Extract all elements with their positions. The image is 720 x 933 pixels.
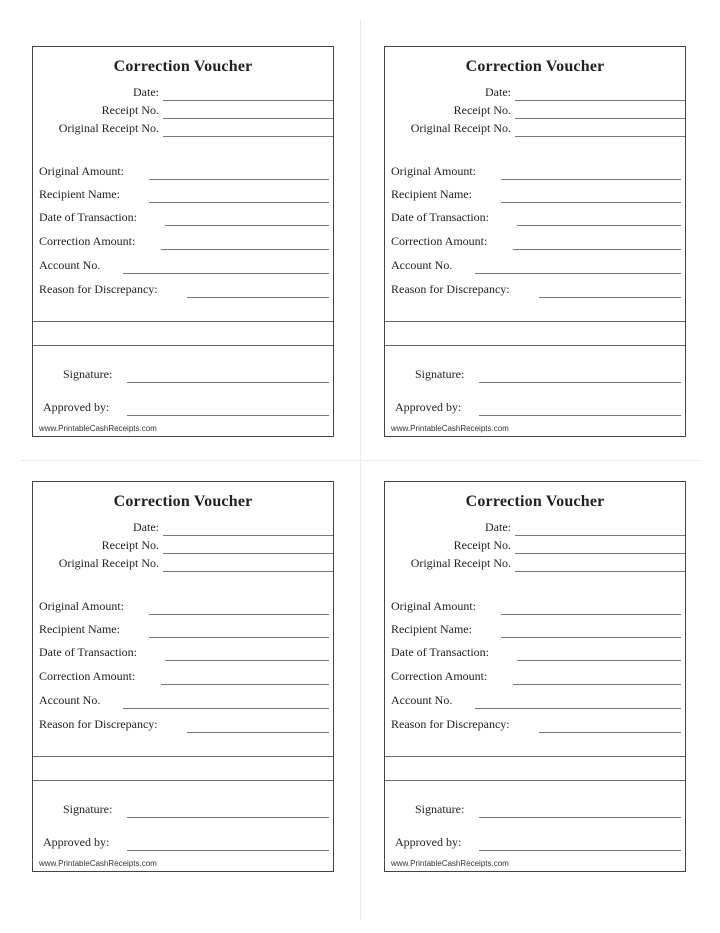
reason-label: Reason for Discrepancy:	[39, 282, 158, 296]
original-receipt-no-row	[385, 556, 685, 572]
original-receipt-no-row	[385, 121, 685, 137]
correction-amount-label: Correction Amount:	[391, 669, 488, 683]
original-receipt-no-label: Original Receipt No.	[410, 556, 511, 570]
voucher-bottom-right	[384, 481, 686, 872]
account-no-label: Account No.	[391, 258, 453, 272]
receipt-no-label: Receipt No.	[101, 538, 159, 552]
reason-label: Reason for Discrepancy:	[391, 717, 510, 731]
account-no-label: Account No.	[39, 693, 101, 707]
correction-amount-field[interactable]	[513, 684, 681, 685]
signature-row	[39, 367, 329, 383]
footer-url: www.PrintableCashReceipts.com	[391, 859, 509, 868]
account-no-field[interactable]	[123, 273, 329, 274]
reason-line-2[interactable]	[385, 345, 685, 346]
date-of-transaction-row	[391, 645, 681, 661]
original-receipt-no-field[interactable]	[515, 136, 685, 137]
correction-amount-row	[39, 669, 329, 685]
original-receipt-no-field[interactable]	[163, 571, 333, 572]
correction-amount-label: Correction Amount:	[39, 234, 136, 248]
approved-by-label: Approved by:	[395, 400, 462, 414]
vertical-cut-guide	[360, 20, 361, 920]
original-amount-row	[39, 164, 329, 180]
voucher-bottom-left	[32, 481, 334, 872]
signature-label: Signature:	[63, 367, 113, 381]
reason-line-2[interactable]	[33, 780, 333, 781]
receipt-no-label: Receipt No.	[101, 103, 159, 117]
receipt-no-row	[385, 103, 685, 119]
receipt-no-field[interactable]	[515, 553, 685, 554]
approved-by-row	[39, 835, 329, 851]
date-of-transaction-label: Date of Transaction:	[391, 210, 489, 224]
original-amount-field[interactable]	[501, 614, 681, 615]
reason-line-1[interactable]	[33, 321, 333, 322]
date-label: Date:	[133, 520, 159, 534]
original-receipt-no-label: Original Receipt No.	[58, 556, 159, 570]
voucher-top-right	[384, 46, 686, 437]
recipient-name-field[interactable]	[149, 637, 329, 638]
original-amount-label: Original Amount:	[39, 164, 124, 178]
date-of-transaction-row	[39, 210, 329, 226]
date-of-transaction-label: Date of Transaction:	[39, 645, 137, 659]
date-field[interactable]	[515, 535, 685, 536]
receipt-no-label: Receipt No.	[453, 103, 511, 117]
voucher-title: Correction Voucher	[113, 493, 253, 510]
date-row	[385, 85, 685, 101]
approved-by-label: Approved by:	[395, 835, 462, 849]
original-amount-row	[39, 599, 329, 615]
reason-field[interactable]	[187, 732, 329, 733]
signature-label: Signature:	[415, 802, 465, 816]
approved-by-row	[39, 400, 329, 416]
date-field[interactable]	[163, 100, 333, 101]
recipient-name-field[interactable]	[501, 202, 681, 203]
date-of-transaction-field[interactable]	[165, 225, 329, 226]
account-no-field[interactable]	[475, 708, 681, 709]
date-of-transaction-label: Date of Transaction:	[39, 210, 137, 224]
signature-label: Signature:	[63, 802, 113, 816]
signature-field[interactable]	[479, 382, 681, 383]
original-amount-field[interactable]	[149, 614, 329, 615]
voucher-title: Correction Voucher	[113, 58, 253, 75]
recipient-name-label: Recipient Name:	[391, 622, 472, 636]
correction-amount-label: Correction Amount:	[39, 669, 136, 683]
date-field[interactable]	[163, 535, 333, 536]
reason-line-1[interactable]	[385, 756, 685, 757]
correction-amount-row	[391, 669, 681, 685]
account-no-row	[39, 258, 329, 274]
approved-by-row	[391, 835, 681, 851]
correction-amount-label: Correction Amount:	[391, 234, 488, 248]
signature-row	[391, 367, 681, 383]
correction-amount-row	[391, 234, 681, 250]
receipt-no-row	[33, 103, 333, 119]
original-receipt-no-row	[33, 121, 333, 137]
recipient-name-field[interactable]	[501, 637, 681, 638]
date-row	[385, 520, 685, 536]
recipient-name-field[interactable]	[149, 202, 329, 203]
voucher-title: Correction Voucher	[465, 493, 605, 510]
date-of-transaction-row	[39, 645, 329, 661]
approved-by-field[interactable]	[127, 850, 329, 851]
recipient-name-label: Recipient Name:	[39, 187, 120, 201]
approved-by-label: Approved by:	[43, 400, 110, 414]
voucher-top-left	[32, 46, 334, 437]
receipt-no-row	[33, 538, 333, 554]
receipt-no-row	[385, 538, 685, 554]
correction-amount-field[interactable]	[513, 249, 681, 250]
date-label: Date:	[485, 520, 511, 534]
receipt-no-field[interactable]	[163, 118, 333, 119]
reason-row	[391, 282, 681, 298]
receipt-no-label: Receipt No.	[453, 538, 511, 552]
original-receipt-no-label: Original Receipt No.	[58, 121, 159, 135]
original-amount-label: Original Amount:	[39, 599, 124, 613]
original-receipt-no-label: Original Receipt No.	[410, 121, 511, 135]
recipient-name-row	[391, 187, 681, 203]
recipient-name-row	[39, 187, 329, 203]
account-no-row	[39, 693, 329, 709]
signature-field[interactable]	[479, 817, 681, 818]
account-no-label: Account No.	[39, 258, 101, 272]
reason-label: Reason for Discrepancy:	[391, 282, 510, 296]
date-field[interactable]	[515, 100, 685, 101]
date-of-transaction-label: Date of Transaction:	[391, 645, 489, 659]
receipt-no-field[interactable]	[163, 553, 333, 554]
date-label: Date:	[485, 85, 511, 99]
original-amount-field[interactable]	[149, 179, 329, 180]
reason-row	[39, 717, 329, 733]
reason-line-1[interactable]	[385, 321, 685, 322]
reason-field[interactable]	[539, 297, 681, 298]
reason-field[interactable]	[539, 732, 681, 733]
recipient-name-row	[39, 622, 329, 638]
approved-by-row	[391, 400, 681, 416]
reason-line-2[interactable]	[385, 780, 685, 781]
voucher-title: Correction Voucher	[465, 58, 605, 75]
date-label: Date:	[133, 85, 159, 99]
signature-field[interactable]	[127, 382, 329, 383]
receipt-no-field[interactable]	[515, 118, 685, 119]
date-of-transaction-field[interactable]	[517, 225, 681, 226]
original-amount-label: Original Amount:	[391, 164, 476, 178]
footer-url: www.PrintableCashReceipts.com	[391, 424, 509, 433]
signature-row	[391, 802, 681, 818]
date-row	[33, 520, 333, 536]
reason-label: Reason for Discrepancy:	[39, 717, 158, 731]
approved-by-field[interactable]	[479, 415, 681, 416]
signature-label: Signature:	[415, 367, 465, 381]
reason-row	[391, 717, 681, 733]
date-of-transaction-field[interactable]	[517, 660, 681, 661]
correction-amount-field[interactable]	[161, 684, 329, 685]
original-receipt-no-field[interactable]	[163, 136, 333, 137]
date-of-transaction-row	[391, 210, 681, 226]
account-no-row	[391, 258, 681, 274]
original-amount-row	[391, 164, 681, 180]
account-no-row	[391, 693, 681, 709]
footer-url: www.PrintableCashReceipts.com	[39, 424, 157, 433]
approved-by-field[interactable]	[127, 415, 329, 416]
reason-line-1[interactable]	[33, 756, 333, 757]
horizontal-cut-guide	[20, 460, 700, 461]
approved-by-field[interactable]	[479, 850, 681, 851]
account-no-label: Account No.	[391, 693, 453, 707]
footer-url: www.PrintableCashReceipts.com	[39, 859, 157, 868]
reason-row	[39, 282, 329, 298]
date-of-transaction-field[interactable]	[165, 660, 329, 661]
approved-by-label: Approved by:	[43, 835, 110, 849]
reason-line-2[interactable]	[33, 345, 333, 346]
signature-row	[39, 802, 329, 818]
original-receipt-no-field[interactable]	[515, 571, 685, 572]
signature-field[interactable]	[127, 817, 329, 818]
recipient-name-label: Recipient Name:	[39, 622, 120, 636]
original-amount-label: Original Amount:	[391, 599, 476, 613]
account-no-field[interactable]	[123, 708, 329, 709]
recipient-name-row	[391, 622, 681, 638]
date-row	[33, 85, 333, 101]
reason-field[interactable]	[187, 297, 329, 298]
original-amount-row	[391, 599, 681, 615]
recipient-name-label: Recipient Name:	[391, 187, 472, 201]
original-receipt-no-row	[33, 556, 333, 572]
original-amount-field[interactable]	[501, 179, 681, 180]
account-no-field[interactable]	[475, 273, 681, 274]
correction-amount-row	[39, 234, 329, 250]
correction-amount-field[interactable]	[161, 249, 329, 250]
